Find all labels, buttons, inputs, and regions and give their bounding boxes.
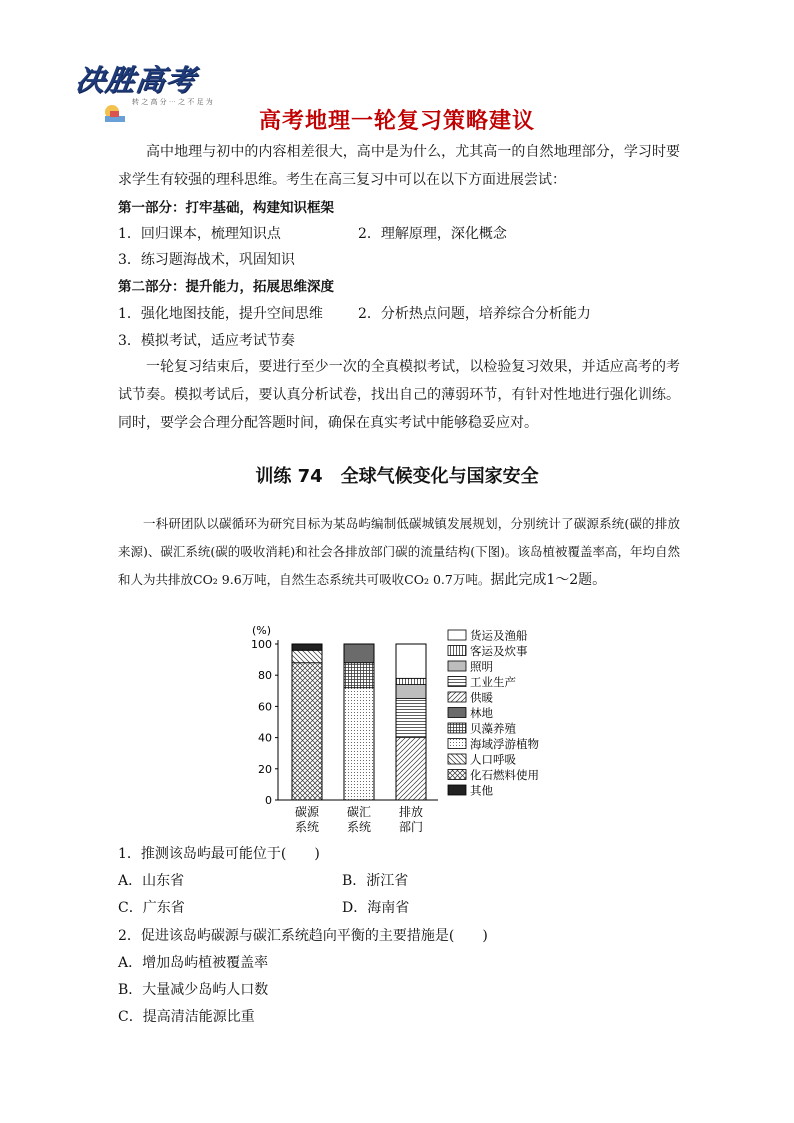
question-1-stem: 1．推测该岛屿最可能位于( ): [118, 846, 320, 862]
legend-label: 海域浮游植物: [470, 737, 539, 751]
bar-segment-top: [292, 644, 322, 650]
part2-heading: 第二部分：提升能力，拓展思维深度: [118, 279, 334, 295]
y-axis-label: (%): [252, 624, 272, 637]
bar-segment: [344, 644, 374, 663]
question-2-option-a: A．增加岛屿植被覆盖率: [118, 955, 269, 971]
question-2-option-c: C．提高清洁能源比重: [118, 1009, 255, 1025]
bar-segment: [396, 685, 426, 699]
question-2-stem: 2．促进该岛屿碳源与碳汇系统趋向平衡的主要措施是( ): [118, 928, 488, 944]
legend-label: 照明: [470, 659, 493, 674]
x-tick-label: 系统: [346, 820, 372, 834]
question-1-option-b: B．浙江省: [342, 873, 409, 889]
legend-label: 供暖: [470, 690, 493, 705]
legend-label: 林地: [470, 706, 493, 720]
legend-swatch: [448, 754, 466, 764]
legend-swatch: [448, 723, 466, 733]
x-tick-label: 排放: [398, 805, 424, 819]
question-1-option-d: D．海南省: [342, 900, 410, 916]
x-tick-label: 部门: [398, 820, 424, 834]
page-title: 高考地理一轮复习策略建议: [258, 109, 535, 134]
legend-label: 其他: [470, 783, 493, 798]
logo-text: 决胜高考: [73, 63, 199, 97]
section-title: 训练 74 全球气候变化与国家安全: [255, 466, 539, 487]
question-1-option-c: C．广东省: [118, 900, 185, 916]
y-tick-label: 20: [258, 762, 272, 776]
question-1-option-a: A．山东省: [118, 873, 185, 889]
bar-segment: [292, 663, 322, 800]
legend-swatch: [448, 708, 466, 718]
y-tick-label: 60: [258, 700, 272, 714]
bar-segment: [396, 678, 426, 684]
y-tick-label: 100: [251, 638, 272, 651]
part2-item-1: 1．强化地图技能，提升空间思维: [118, 306, 323, 322]
legend-label: 人口呼吸: [470, 752, 516, 767]
summary-paragraph: 一轮复习结束后，要进行至少一次的全真模拟考试，以检验复习效果，并适应高考的考试节奏。模拟考试后，要认真分析试卷，找出自己的薄弱环节，有针对性地进行强化训练。同时，要学会合理分配答题时间，确保在真实考试中能够稳妥应对。: [118, 359, 680, 431]
legend-swatch: [448, 739, 466, 749]
legend-swatch: [448, 692, 466, 702]
legend-label: 工业生产: [470, 675, 516, 689]
x-tick-label: 碳源: [294, 805, 320, 819]
intro-paragraph: 高中地理与初中的内容相差很大，高中是为什么，尤其高一的自然地理部分，学习时要求学生有较强的理科思维。考生在高三复习中可以在以下方面进展尝试：: [118, 144, 680, 188]
x-tick-label: 系统: [294, 820, 320, 834]
logo-subtext: 转 之 高 分 ⋯ 之 不 足 为: [132, 98, 213, 106]
part1-item-2: 2．理解原理，深化概念: [358, 226, 507, 242]
question-intro-text: 一科研团队以碳循环为研究目标为某岛屿编制低碳城镇发展规划，分别统计了碳源系统(碳的排放来源)、碳汇系统(碳的吸收消耗)和社会各排放部门碳的流量结构(下图)。该岛植被覆盖率高，年均自然和人为共排放CO₂ 9.6万吨，自然生态系统共可吸收CO₂ 0.7万吨。: [118, 516, 680, 587]
bar-segment: [396, 699, 426, 738]
y-tick-label: 40: [258, 731, 272, 745]
legend-swatch: [448, 630, 466, 640]
legend-label: 客运及炊事: [470, 644, 528, 658]
bar-segment: [292, 650, 322, 662]
question-intro: [118, 510, 680, 594]
part1-item-3: 3．练习题海战术，巩固知识: [118, 252, 295, 268]
legend-swatch: [448, 785, 466, 795]
legend-label: 化石燃料使用: [470, 768, 539, 782]
x-tick-label: 碳汇: [346, 805, 372, 819]
bar-segment: [396, 644, 426, 678]
bar-segment: [344, 688, 374, 800]
part2-item-2: 2．分析热点问题，培养综合分析能力: [358, 306, 591, 322]
carbon-flow-chart: [230, 618, 570, 840]
legend-label: 贝藻养殖: [470, 721, 516, 736]
part1-heading: 第一部分：打牢基础，构建知识框架: [118, 200, 334, 216]
legend-swatch: [448, 646, 466, 656]
chart-svg: [230, 618, 570, 840]
legend-label: 货运及渔船: [470, 628, 528, 643]
bar-segment: [344, 663, 374, 688]
question-intro-tail: 据此完成1～2题。: [490, 572, 607, 588]
chart-root: [251, 624, 539, 834]
part1-item-1: 1．回归课本，梳理知识点: [118, 226, 281, 242]
question-2-option-b: B．大量减少岛屿人口数: [118, 982, 269, 998]
legend-swatch: [448, 677, 466, 687]
part2-item-3: 3．模拟考试，适应考试节奏: [118, 333, 295, 349]
legend-swatch: [448, 770, 466, 780]
bar-segment: [396, 738, 426, 800]
y-tick-label: 80: [258, 669, 272, 683]
legend-swatch: [448, 661, 466, 671]
y-tick-label: 0: [265, 794, 272, 807]
